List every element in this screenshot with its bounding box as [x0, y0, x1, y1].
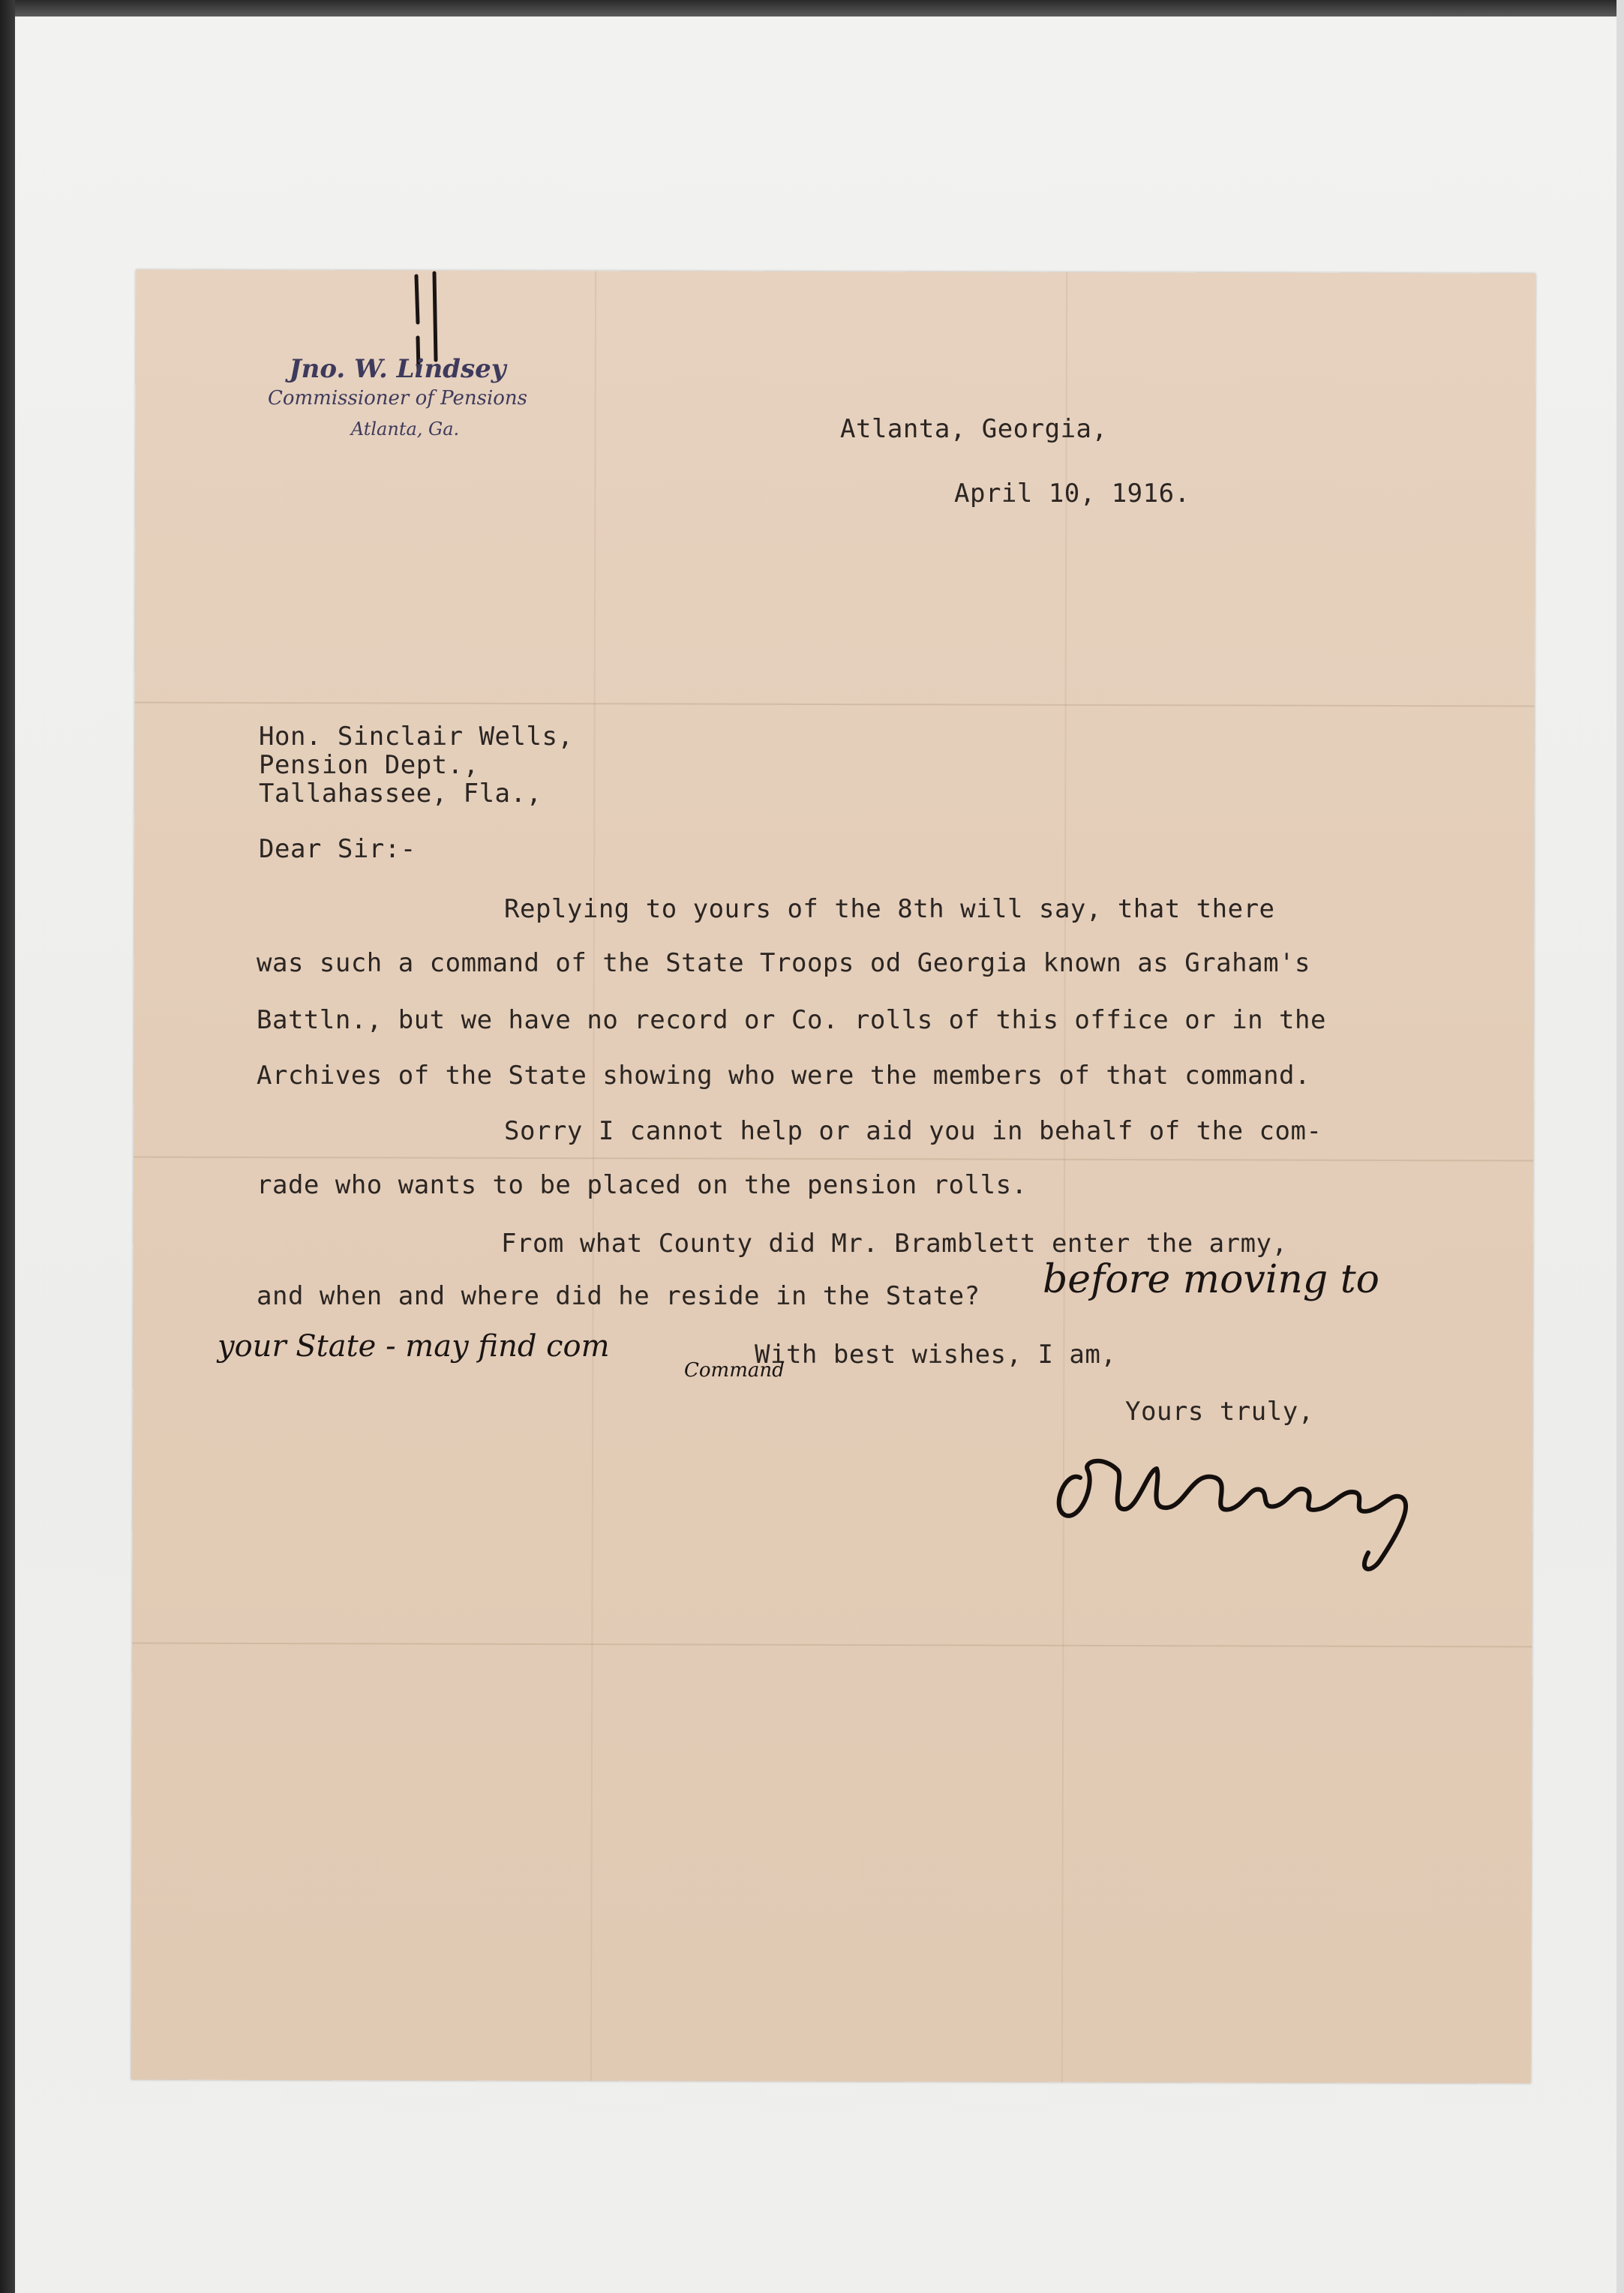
scan-right-edge	[1616, 0, 1624, 2293]
salutation: Dear Sir:-	[259, 834, 416, 864]
body-line: Replying to yours of the 8th will say, that there	[504, 894, 1275, 924]
handwritten-note: Command	[684, 1359, 785, 1382]
letterhead-name: Jno. W. Lindsey	[289, 354, 506, 384]
body-line: From what County did Mr. Bramblett enter the army,	[501, 1229, 1288, 1259]
scan-top-edge	[0, 0, 1624, 17]
body-line: Battln., but we have no record or Co. rolls of this office or in the	[257, 1005, 1326, 1035]
place-line: Atlanta, Georgia,	[840, 414, 1108, 444]
paper-fold	[132, 1643, 1532, 1648]
handwritten-note: before moving to	[1043, 1257, 1379, 1302]
paper-fold	[135, 702, 1535, 707]
closing-wishes: With best wishes, I am,	[755, 1340, 1117, 1370]
body-line: Archives of the State showing who were the members of that command.	[257, 1061, 1310, 1091]
paper-fold	[134, 1157, 1533, 1162]
recipient-city: Tallahassee, Fla.,	[259, 779, 542, 809]
signature	[1035, 1425, 1455, 1583]
paper-fold-vertical	[1061, 272, 1067, 2082]
recipient-name: Hon. Sinclair Wells,	[259, 722, 574, 752]
date-line: April 10, 1916.	[954, 479, 1190, 509]
scan-left-edge	[0, 0, 15, 2293]
body-line: Sorry I cannot help or aid you in behalf of the com-	[504, 1116, 1322, 1146]
closing-line: Yours truly,	[1125, 1397, 1314, 1427]
handwritten-note: your State - may find com	[218, 1329, 610, 1364]
letterhead-title: Commissioner of Pensions	[267, 387, 528, 410]
body-line: rade who wants to be placed on the pension rolls.	[257, 1170, 1028, 1200]
body-line: was such a command of the State Troops od Georgia known as Graham's	[257, 948, 1310, 978]
body-line: and when and where did he reside in the State?	[257, 1281, 980, 1311]
letterhead-city: Atlanta, Ga.	[350, 419, 460, 440]
recipient-dept: Pension Dept.,	[259, 750, 479, 780]
